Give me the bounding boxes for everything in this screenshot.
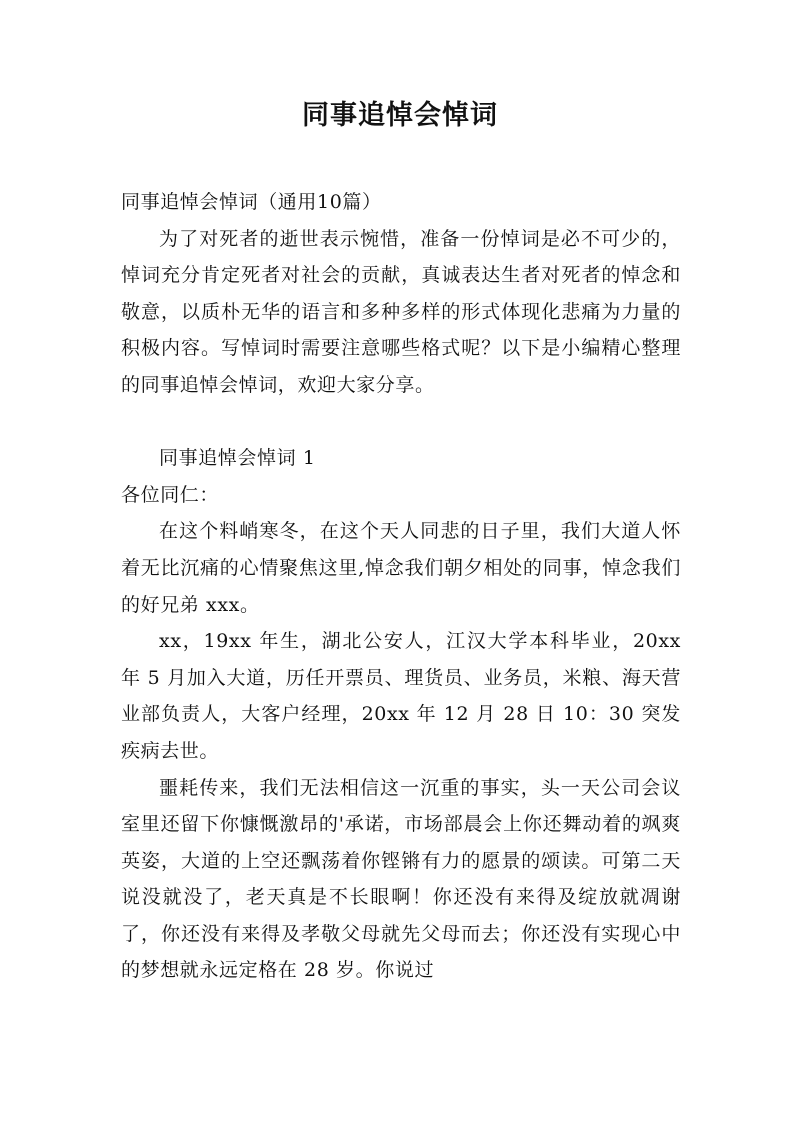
body-paragraph: 在这个料峭寒冬，在这个天人同悲的日子里，我们大道人怀着无比沉痛的心情聚焦这里,悼念我们朝夕相处的同事，悼念我们的好兄弟 xxx。 [121, 520, 681, 616]
paragraph-spacer [121, 404, 681, 441]
intro-paragraph: 为了对死者的逝世表示惋惜，准备一份悼词是必不可少的，悼词充分肯定死者对社会的贡献，真诚表达生者对死者的悼念和敬意，以质朴无华的语言和多种多样的形式体现化悲痛为力量的积极内容。写悼词时需要注意哪些格式呢？以下是小编精心整理的同事追悼会悼词，欢迎大家分享。 [121, 227, 681, 396]
document-title: 同事追悼会悼词 [302, 100, 498, 131]
body-paragraph: xx，19xx 年生，湖北公安人，江汉大学本科毕业，20xx 年 5 月加入大道，历任开票员、理货员、业务员，米粮、海天营业部负责人，大客户经理，20xx 年 12 月 28 日 10：30 突发疾病去世。 [121, 630, 681, 762]
salutation: 各位同仁： [121, 483, 220, 506]
body-paragraph: 噩耗传来，我们无法相信这一沉重的事实，头一天公司会议室里还留下你慷慨激昂的'承诺，市场部晨会上你还舞动着的飒爽英姿，大道的上空还飘荡着你铿锵有力的愿景的颂读。可第二天说没就没了，老天真是不长眼啊！你还没有来得及绽放就凋谢了，你还没有来得及孝敬父母就先父母而去；你还没有实现心中的梦想就永远定格在 28 岁。你说过 [121, 776, 681, 982]
document-subtitle: 同事追悼会悼词（通用10篇） [121, 191, 382, 213]
document-body [121, 184, 681, 989]
section-heading: 同事追悼会悼词 1 [159, 447, 316, 470]
